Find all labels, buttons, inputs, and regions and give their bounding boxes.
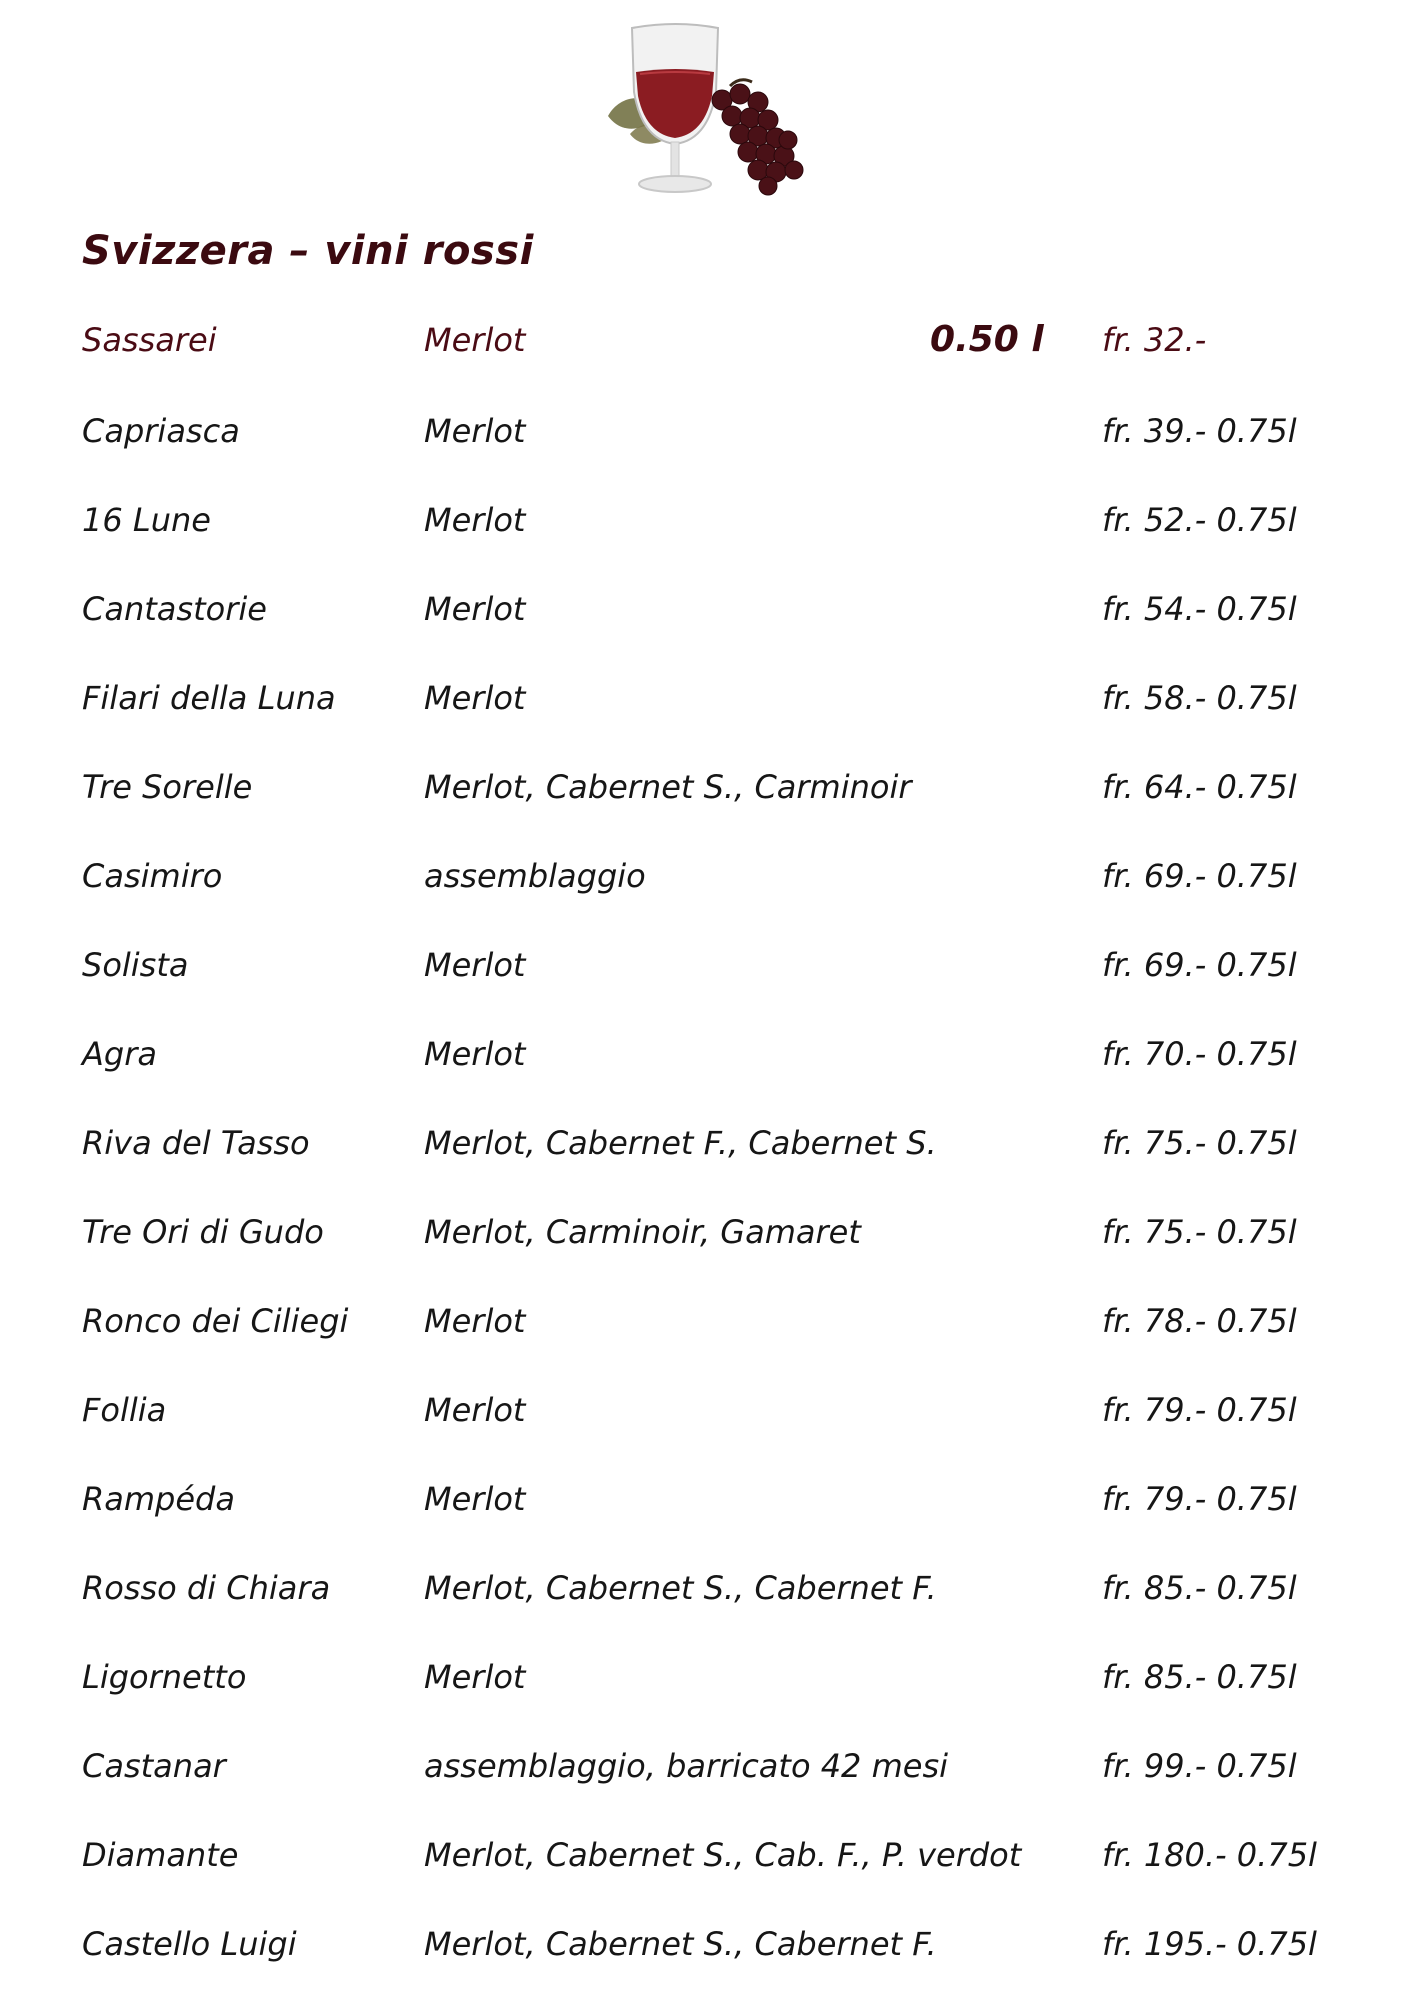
wine-price: fr. 69.- 0.75l (1102, 857, 1297, 895)
wine-row (0, 579, 1418, 639)
wine-price: fr. 79.- 0.75l (1102, 1391, 1297, 1429)
wine-price: fr. 180.- 0.75l (1102, 1836, 1317, 1874)
wine-row (0, 401, 1418, 461)
wine-name: Solista (82, 946, 189, 984)
wine-name: Tre Sorelle (82, 768, 253, 806)
wine-row (0, 1825, 1418, 1885)
wine-row (0, 1024, 1418, 1084)
wine-price: fr. 52.- 0.75l (1102, 501, 1297, 539)
wine-name: Cantastorie (82, 590, 267, 628)
wine-row (0, 668, 1418, 728)
wine-price: fr. 75.- 0.75l (1102, 1213, 1297, 1251)
wine-row (0, 1469, 1418, 1529)
wine-grape: Merlot (424, 679, 526, 717)
wine-name: Ronco dei Ciliegi (82, 1302, 349, 1340)
wine-name: Rosso di Chiara (82, 1569, 331, 1607)
wine-grape: Merlot, Carminoir, Gamaret (424, 1213, 861, 1251)
wine-name: Castanar (82, 1747, 226, 1785)
wine-price: fr. 69.- 0.75l (1102, 946, 1297, 984)
wine-grape: Merlot, Cabernet S., Carminoir (424, 768, 912, 806)
wine-price: fr. 79.- 0.75l (1102, 1480, 1297, 1518)
wine-row (0, 1647, 1418, 1707)
wine-price: fr. 85.- 0.75l (1102, 1658, 1297, 1696)
wine-grape: Merlot (424, 590, 526, 628)
wine-row (0, 1113, 1418, 1173)
wine-price: fr. 32.- (1102, 321, 1207, 359)
wine-volume: 0.50 l (930, 319, 1044, 360)
wine-name: Sassarei (82, 321, 217, 359)
wine-row (0, 490, 1418, 550)
wine-grape: Merlot (424, 501, 526, 539)
wine-row (0, 1380, 1418, 1440)
wine-price: fr. 39.- 0.75l (1102, 412, 1297, 450)
wine-grape: Merlot (424, 946, 526, 984)
wine-row (0, 1202, 1418, 1262)
wine-price: fr. 64.- 0.75l (1102, 768, 1297, 806)
wine-name: Capriasca (82, 412, 240, 450)
wine-name: Castello Luigi (82, 1925, 297, 1963)
wine-grape: Merlot (424, 1480, 526, 1518)
wine-grape: assemblaggio (424, 857, 646, 895)
wine-grape: Merlot, Cabernet F., Cabernet S. (424, 1124, 937, 1162)
wine-name: Riva del Tasso (82, 1124, 310, 1162)
wine-row (0, 935, 1418, 995)
wine-grape: Merlot (424, 1658, 526, 1696)
wine-row (0, 757, 1418, 817)
wine-grape: Merlot (424, 1391, 526, 1429)
wine-grape: Merlot (424, 1035, 526, 1073)
wine-grape: Merlot, Cabernet S., Cabernet F. (424, 1569, 937, 1607)
wine-name: Ligornetto (82, 1658, 247, 1696)
wine-grape: Merlot, Cabernet S., Cab. F., P. verdot (424, 1836, 1022, 1874)
wine-price: fr. 70.- 0.75l (1102, 1035, 1297, 1073)
wine-price: fr. 99.- 0.75l (1102, 1747, 1297, 1785)
wine-glass-grapes-image (590, 16, 830, 206)
wine-price: fr. 58.- 0.75l (1102, 679, 1297, 717)
wine-row (0, 1736, 1418, 1796)
wine-price: fr. 195.- 0.75l (1102, 1925, 1317, 1963)
wine-row (0, 846, 1418, 906)
wine-row (0, 1558, 1418, 1618)
wine-row (0, 1291, 1418, 1351)
featured-wine-row (0, 310, 1418, 370)
wine-grape: assemblaggio, barricato 42 mesi (424, 1747, 948, 1785)
wine-name: Casimiro (82, 857, 223, 895)
wine-name: Diamante (82, 1836, 239, 1874)
wine-price: fr. 54.- 0.75l (1102, 590, 1297, 628)
wine-grape: Merlot (424, 321, 526, 359)
wine-name: Tre Ori di Gudo (82, 1213, 324, 1251)
wine-grape: Merlot (424, 1302, 526, 1340)
wine-price: fr. 85.- 0.75l (1102, 1569, 1297, 1607)
wine-row (0, 1914, 1418, 1974)
wine-name: Follia (82, 1391, 167, 1429)
wine-name: Agra (82, 1035, 157, 1073)
wine-name: Filari della Luna (82, 679, 336, 717)
wine-price: fr. 78.- 0.75l (1102, 1302, 1297, 1340)
wine-grape: Merlot (424, 412, 526, 450)
page-title: Svizzera – vini rossi (82, 228, 534, 274)
wine-grape: Merlot, Cabernet S., Cabernet F. (424, 1925, 937, 1963)
wine-name: Rampéda (82, 1480, 235, 1518)
wine-price: fr. 75.- 0.75l (1102, 1124, 1297, 1162)
wine-name: 16 Lune (82, 501, 211, 539)
